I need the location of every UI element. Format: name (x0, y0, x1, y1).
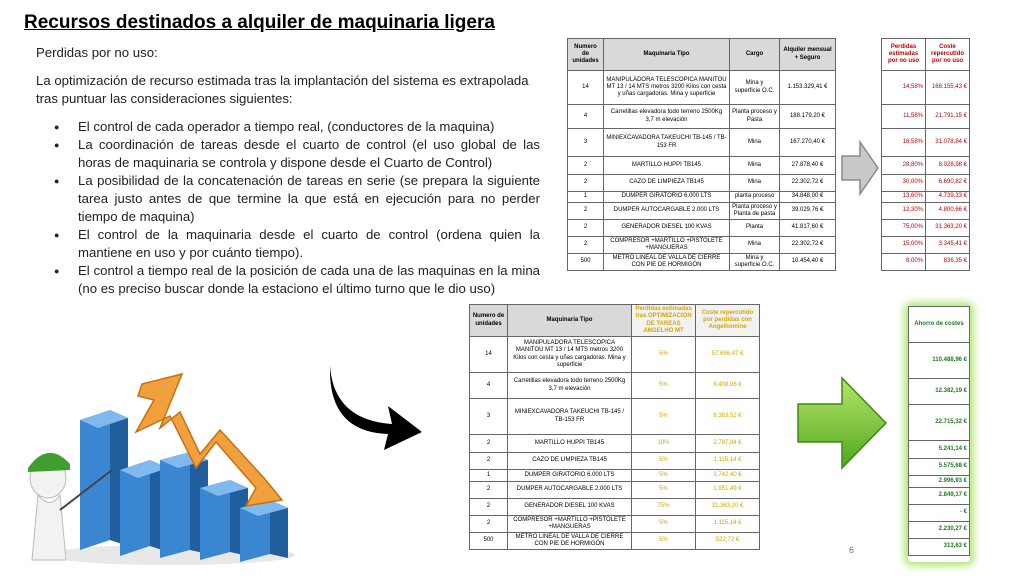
monthly-rent-cell: 1.153.329,41 € (780, 71, 836, 105)
units-cell: 3 (568, 129, 604, 157)
cargo-cell: Mina (730, 175, 780, 192)
units-cell: 14 (470, 337, 508, 373)
optimized-loss-pct-cell: 75% (632, 499, 696, 516)
units-cell: 2 (470, 482, 508, 499)
table-row (470, 435, 760, 453)
table-row (909, 441, 970, 459)
machine-type-cell: CAZO DE LIMPIEZA TB145 (508, 453, 632, 470)
table-row (470, 399, 760, 435)
units-cell: 1 (470, 470, 508, 482)
optimized-loss-pct-cell: 10% (632, 435, 696, 453)
units-cell: 2 (470, 453, 508, 470)
units-cell: 4 (568, 105, 604, 129)
units-cell: 14 (568, 71, 604, 105)
optimized-loss-pct-cell: 5% (632, 453, 696, 470)
monthly-rent-cell: 41.817,60 € (780, 220, 836, 237)
machine-type-cell: Carretillas elevadora todo terreno 2500Kg 3,7 m elevación (604, 105, 730, 129)
loss-cost-cell: 31.078,84 € (926, 129, 970, 157)
table-row (909, 522, 970, 539)
machine-type-cell: MINIEXCAVADORA TAKEUCHI TB-145 / TB-153 FR (604, 129, 730, 157)
cargo-cell: planta proceso (730, 192, 780, 203)
monthly-rent-cell: 22.302,72 € (780, 237, 836, 254)
machine-type-cell: MANIPULADORA TELESCOPICA MANITOU MT 13 / 14 MTS metros 3200 Kilos con cesta y uñas cargadoras. Mina y superficie (508, 337, 632, 373)
loss-cost-cell: 836,35 € (926, 254, 970, 271)
table-row (470, 516, 760, 533)
loss-pct-cell: 30,00% (882, 175, 926, 192)
loss-pct-cell: 15,00% (882, 237, 926, 254)
table-row (882, 175, 970, 192)
optimized-loss-cost-cell: 1.115,14 € (696, 453, 760, 470)
cargo-cell: Planta proceso y Pasta (730, 105, 780, 129)
header-machine-type: Maquinaria Tipo (604, 39, 730, 71)
machine-type-cell: DUMPER AUTOCARGABLE 2.000 LTS (604, 203, 730, 220)
table-row (882, 105, 970, 129)
table-row (882, 203, 970, 220)
monthly-rent-cell: 167.270,40 € (780, 129, 836, 157)
loss-cost-cell: 6.690,82 € (926, 175, 970, 192)
machine-type-cell: METRO LINEAL DE VALLA DE CIERRE CON PIE DE HORMIGÓN (604, 254, 730, 271)
bullet-item: ● La coordinación de tareas desde el cuarto de control (el uso global de las horas de maquinaria se controla y dispone desde el Cuarto de Control) (54, 136, 540, 172)
table-row (909, 539, 970, 556)
loss-cost-cell: 168.155,43 € (926, 71, 970, 105)
table-row (568, 237, 836, 254)
table-row (470, 470, 760, 482)
optimized-loss-cost-cell: 57.666,47 € (696, 337, 760, 373)
machine-type-cell: GENERADOR DIESEL 100 KVAS (604, 220, 730, 237)
header-units: Numero de unidades (470, 305, 508, 337)
cargo-cell: Mina (730, 157, 780, 175)
units-cell: 2 (568, 175, 604, 192)
loss-cost-cell: 31.363,20 € (926, 220, 970, 237)
bullet-item: ● El control de cada operador a tiempo real, (conductores de la maquina) (54, 118, 540, 136)
loss-pct-cell: 12,30% (882, 203, 926, 220)
cargo-cell: Mina y superficie O.C. (730, 254, 780, 271)
units-cell: 2 (568, 220, 604, 237)
machine-type-cell: GENERADOR DIESEL 100 KVAS (508, 499, 632, 516)
monthly-rent-cell: 188.179,20 € (780, 105, 836, 129)
optimized-loss-pct-cell: 5% (632, 533, 696, 550)
page-number: 6 (849, 545, 855, 555)
table-row (568, 157, 836, 175)
machine-type-cell: MARTILLO HUPPI TB145 (604, 157, 730, 175)
intro-paragraph: La optimización de recurso estimada tras la implantación del sistema es extrapolada tras puntuar las consideraciones siguientes: (36, 73, 529, 106)
table-row (882, 220, 970, 237)
savings-cell: 2.230,27 € (909, 522, 970, 539)
table-row (568, 220, 836, 237)
table-row (909, 405, 970, 441)
header-optimized-loss-cost: Coste repercutido por perdidas con Angelhomine (696, 305, 760, 337)
machine-type-cell: CAZO DE LIMPIEZA TB145 (604, 175, 730, 192)
grey-arrow-right-icon (840, 140, 880, 196)
optimized-loss-cost-cell: 1.742,40 € (696, 470, 760, 482)
units-cell: 4 (470, 373, 508, 399)
bullet-item: ● La posibilidad de la concatenación de tareas en serie (se prepara la siguiente tarea justo antes de que termine la que está en ejecución para no perder tiempo de maquina) (54, 172, 540, 226)
cargo-cell: Planta proceso y Planta de pasta (730, 203, 780, 220)
page-title: Recursos destinados a alquiler de maquinaria ligera (24, 12, 495, 33)
units-cell: 3 (470, 399, 508, 435)
table-row (470, 533, 760, 550)
curved-black-arrow-icon (326, 362, 426, 452)
header-monthly-rent: Alquiler mensual + Seguro (780, 39, 836, 71)
table-row (882, 254, 970, 271)
optimized-loss-pct-cell: 5% (632, 482, 696, 499)
table-row (882, 129, 970, 157)
table-row (568, 254, 836, 271)
machine-type-cell: MINIEXCAVADORA TAKEUCHI TB-145 / TB-153 FR (508, 399, 632, 435)
header-machine-type: Maquinaria Tipo (508, 305, 632, 337)
machine-type-cell: COMPRESOR +MARTILLO +PISTOLETE +MANGUERAS (508, 516, 632, 533)
savings-cell: 22.715,32 € (909, 405, 970, 441)
table-row (909, 505, 970, 522)
table-row (470, 373, 760, 399)
optimized-loss-cost-cell: 1.951,49 € (696, 482, 760, 499)
table-row (909, 343, 970, 379)
savings-table (908, 306, 970, 556)
optimized-loss-cost-cell: 9.408,96 € (696, 373, 760, 399)
table-row (568, 203, 836, 220)
savings-cell: 5.575,68 € (909, 459, 970, 476)
units-cell: 2 (470, 499, 508, 516)
loss-cost-cell: 4.739,33 € (926, 192, 970, 203)
bullet-item: ● El control a tiempo real de la posición de cada una de las maquinas en la mina (no es preciso buscar donde la estaciono el último turno que le dio uso) (54, 262, 540, 298)
table-row (470, 482, 760, 499)
loss-cost-cell: 8.028,98 € (926, 157, 970, 175)
optimized-loss-pct-cell: 5% (632, 470, 696, 482)
header-loss-pct: Perdidas estimadas por no uso (882, 39, 926, 71)
savings-cell: 2.849,17 € (909, 488, 970, 505)
loss-pct-cell: 18,58% (882, 129, 926, 157)
intro-heading: Perdidas por no uso: (36, 45, 158, 60)
units-cell: 2 (568, 237, 604, 254)
table-row (568, 105, 836, 129)
monthly-rent-cell: 39.029,76 € (780, 203, 836, 220)
optimized-loss-cost-cell: 1.115,14 € (696, 516, 760, 533)
rental-cost-table (567, 38, 836, 271)
loss-cost-cell: 21.791,15 € (926, 105, 970, 129)
machine-type-cell: DUMPER AUTOCARGABLE 2.000 LTS (508, 482, 632, 499)
optimized-loss-cost-cell: 31.363,20 € (696, 499, 760, 516)
table-row (568, 175, 836, 192)
table-row (909, 476, 970, 488)
units-cell: 2 (568, 203, 604, 220)
machine-type-cell: MANIPULADORA TELESCOPICA MANITOU MT 13 / 14 MTS metros 3200 Kilos con cesta y uñas cargadoras. Mina y superficie (604, 71, 730, 105)
savings-cell: 313,63 € (909, 539, 970, 556)
monthly-rent-cell: 10.454,40 € (780, 254, 836, 271)
monthly-rent-cell: 34.848,00 € (780, 192, 836, 203)
units-cell: 500 (568, 254, 604, 271)
table-row (882, 71, 970, 105)
cargo-cell: Mina (730, 237, 780, 254)
table-row (882, 237, 970, 254)
loss-pct-cell: 75,00% (882, 220, 926, 237)
savings-cell: - € (909, 505, 970, 522)
machine-type-cell: DUMPER GIRATORIO 6.000 LTS (604, 192, 730, 203)
loss-cost-cell: 4.800,66 € (926, 203, 970, 220)
loss-pct-cell: 13,60% (882, 192, 926, 203)
savings-cell: 5.241,14 € (909, 441, 970, 459)
intro-text (36, 44, 540, 298)
loss-pct-cell: 11,58% (882, 105, 926, 129)
table-row (470, 499, 760, 516)
green-arrow-right-icon (796, 376, 888, 470)
table-row (909, 488, 970, 505)
header-cargo: Cargo (730, 39, 780, 71)
table-row (470, 453, 760, 470)
optimized-loss-pct-cell: 5% (632, 337, 696, 373)
optimized-loss-pct-cell: 5% (632, 399, 696, 435)
loss-cost-cell: 3.345,41 € (926, 237, 970, 254)
header-units: Numero de unidades (568, 39, 604, 71)
table-row (909, 379, 970, 405)
table-row (882, 157, 970, 175)
optimized-loss-cost-cell: 8.363,52 € (696, 399, 760, 435)
savings-cell: 110.488,96 € (909, 343, 970, 379)
cargo-cell: Mina y superficie O.C. (730, 71, 780, 105)
machine-type-cell: Carretillas elevadora todo terreno 2500Kg 3,7 m elevación (508, 373, 632, 399)
monthly-rent-cell: 27.878,40 € (780, 157, 836, 175)
units-cell: 1 (568, 192, 604, 203)
units-cell: 500 (470, 533, 508, 550)
optimized-loss-cost-cell: 2.787,84 € (696, 435, 760, 453)
optimized-loss-pct-cell: 5% (632, 373, 696, 399)
table-row (568, 71, 836, 105)
header-savings: Ahorro de costes (909, 307, 970, 343)
savings-cell: 12.382,19 € (909, 379, 970, 405)
cargo-cell: Mina (730, 129, 780, 157)
optimized-loss-pct-cell: 5% (632, 516, 696, 533)
machine-type-cell: METRO LINEAL DE VALLA DE CIERRE CON PIE DE HORMIGÓN (508, 533, 632, 550)
units-cell: 2 (470, 435, 508, 453)
loss-pct-cell: 14,58% (882, 71, 926, 105)
machine-type-cell: COMPRESOR +MARTILLO +PISTOLETE +MANGUERAS (604, 237, 730, 254)
units-cell: 2 (568, 157, 604, 175)
table-row (909, 459, 970, 476)
savings-panel (908, 306, 970, 562)
header-optimized-loss-pct: Perdidas estimadas tras OPTIMIZACION DE TAREAS ANGELHO MT (632, 305, 696, 337)
non-use-loss-table (881, 38, 970, 271)
bullet-list (36, 118, 540, 298)
bullet-item: ● El control de la maquinaria desde el cuarto de control (ordena quien la mantiene en uso y por cuánto tiempo). (54, 226, 540, 262)
loss-pct-cell: 28,80% (882, 157, 926, 175)
cargo-cell: Planta (730, 220, 780, 237)
monthly-rent-cell: 22.302,72 € (780, 175, 836, 192)
table-row (568, 129, 836, 157)
table-row (568, 192, 836, 203)
units-cell: 2 (470, 516, 508, 533)
bar-chart-growth-illustration (20, 360, 300, 570)
savings-cell: 2.996,93 € (909, 476, 970, 488)
header-loss-cost: Coste repercutido por no uso (926, 39, 970, 71)
table-row (470, 337, 760, 373)
table-row (882, 192, 970, 203)
loss-pct-cell: 8,00% (882, 254, 926, 271)
optimized-loss-table (469, 304, 760, 550)
machine-type-cell: DUMPER GIRATORIO 6.000 LTS (508, 470, 632, 482)
machine-type-cell: MARTILLO HUPPI TB145 (508, 435, 632, 453)
optimized-loss-cost-cell: 522,72 € (696, 533, 760, 550)
